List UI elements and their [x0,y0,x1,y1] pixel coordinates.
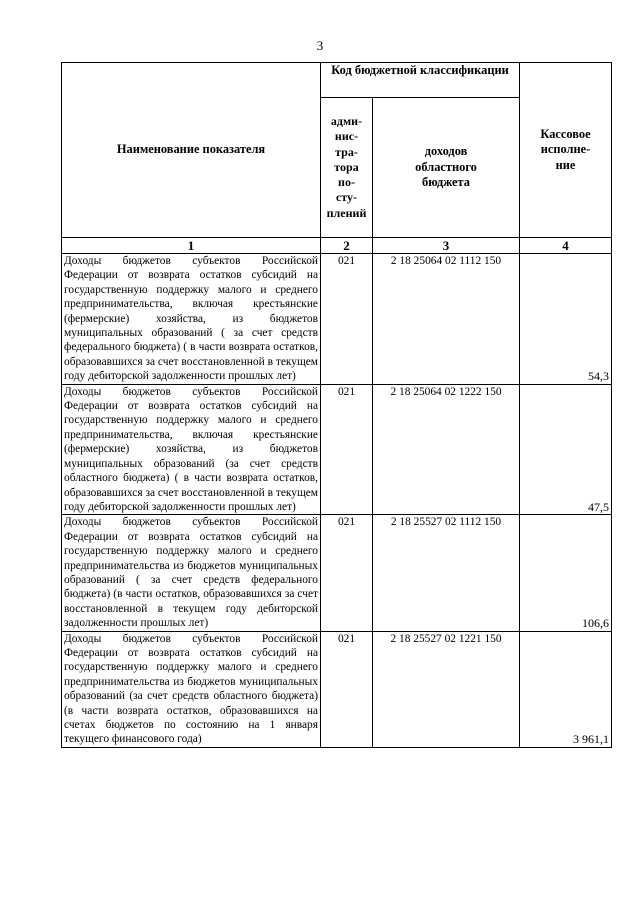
column-number: 2 [321,238,373,254]
row-indicator-name: Доходы бюджетов субъектов Российской Федерации от возврата остатков субсидий на государственную поддержку малого и среднего предпринимательства из бюджетов муниципальных образований (за счет средств областного бюджета) (в части возврата остатков, образовавшихся на счетах бюджетов по состоянию на 1 января текущего финансового года) [62,631,321,747]
table-row [62,384,612,515]
column-number-row [62,238,612,254]
row-cash-amount: 106,6 [520,515,612,631]
column-header-cash-execution [520,63,612,238]
cash-header-line: исполне- [540,142,591,157]
row-administrator-code: 021 [321,515,373,631]
admin-header-line: сту- [335,190,358,205]
table-row [62,254,612,385]
row-cash-amount: 54,3 [520,254,612,385]
admin-header-line: нис- [334,129,359,144]
column-number: 3 [373,238,520,254]
admin-header-line: адми- [330,114,363,129]
cash-header-line: ние [555,157,576,172]
income-header-line: областного [415,159,477,174]
page-number: 3 [316,38,324,53]
admin-header-line: тора [334,159,359,174]
table-row [62,515,612,631]
row-administrator-code: 021 [321,254,373,385]
row-indicator-name: Доходы бюджетов субъектов Российской Федерации от возврата остатков субсидий на государственную поддержку малого и среднего предпринимательства, включая крестьянские (фермерские) хозяйства, из бюджетов муниципальных образований (за счет средств областного бюджета) ( в части возврата остатков, образовавшихся за счет восстановленной в текущем году дебиторской задолженности прошлых лет) [62,384,321,515]
column-header-name: Наименование показателя [62,63,321,238]
table-row [62,631,612,747]
row-budget-code: 2 18 25064 02 1222 150 [373,384,520,515]
row-administrator-code: 021 [321,384,373,515]
budget-revenue-table [61,62,612,748]
row-indicator-name: Доходы бюджетов субъектов Российской Федерации от возврата остатков субсидий на государственную поддержку малого и среднего предпринимательства, включая крестьянские (фермерские) хозяйства, из бюджетов муниципальных образований ( за счет средств федерального бюджета) ( в части возврата остатков, образовавшихся за счет восстановленной в текущем году дебиторской задолженности прошлых лет) [62,254,321,385]
column-number: 4 [520,238,612,254]
cash-header-line: Кассовое [540,126,591,141]
income-header-line: бюджета [422,175,470,190]
row-budget-code: 2 18 25527 02 1221 150 [373,631,520,747]
admin-header-line: по- [338,175,355,190]
row-administrator-code: 021 [321,631,373,747]
column-header-administrator [321,98,373,238]
row-budget-code: 2 18 25527 02 1112 150 [373,515,520,631]
admin-header-line: плений [326,205,367,220]
income-header-line: доходов [424,144,468,159]
column-number: 1 [62,238,321,254]
column-header-income [373,98,520,238]
admin-header-line: тра- [335,144,358,159]
row-indicator-name: Доходы бюджетов субъектов Российской Федерации от возврата остатков субсидий на государственную поддержку малого и среднего предпринимательства из бюджетов муниципальных образований ( за счет средств федерального бюджета) (в части остатков, образовавшихся за счет восстановленной в текущем году дебиторской задолженности прошлых лет) [62,515,321,631]
row-cash-amount: 3 961,1 [520,631,612,747]
row-cash-amount: 47,5 [520,384,612,515]
column-header-budget-code: Код бюджетной классификации [321,63,520,98]
row-budget-code: 2 18 25064 02 1112 150 [373,254,520,385]
